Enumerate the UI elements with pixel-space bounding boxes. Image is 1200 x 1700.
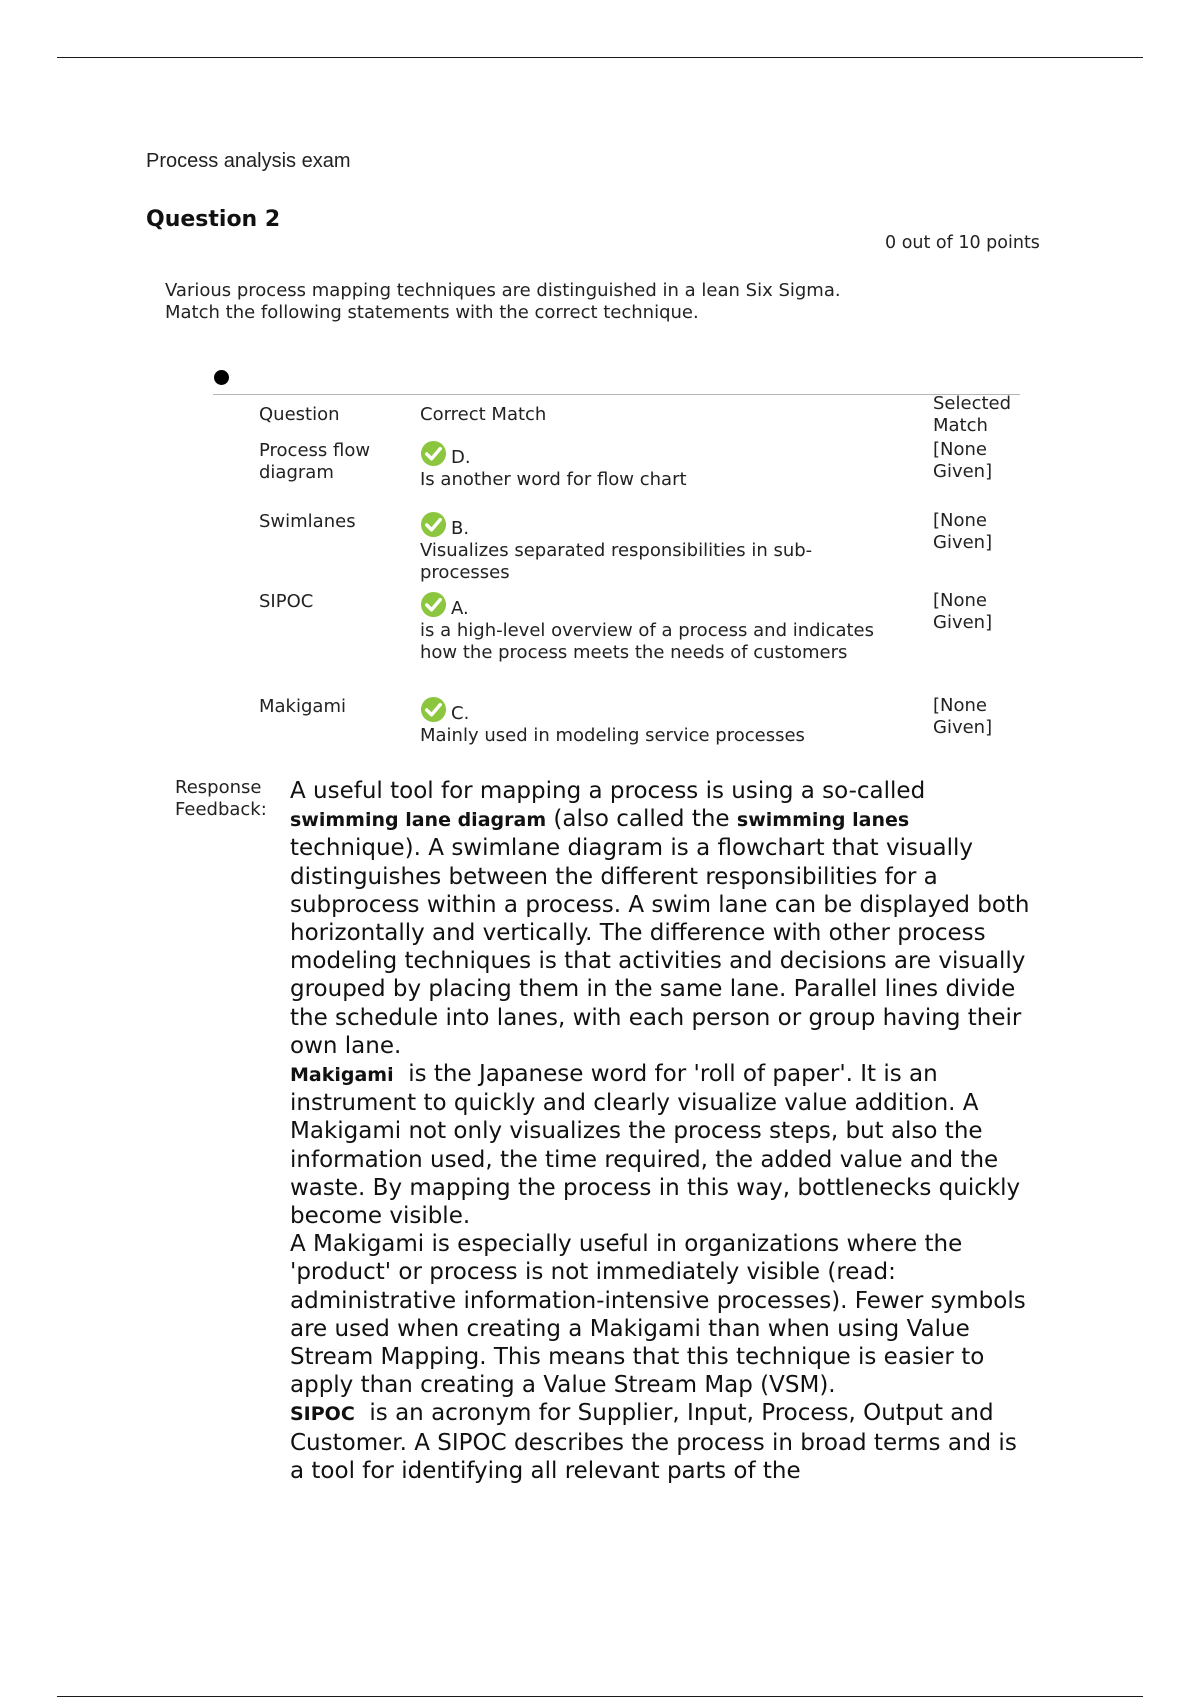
row-question: Swimlanes bbox=[259, 511, 356, 532]
header-question: Question bbox=[259, 404, 340, 425]
feedback-text: technique). A swimlane diagram is a flowchart that visually distinguishes between the different responsibilities for a subprocess within a process. A swim lane can be displayed both horizontally and vertically. The difference with other process modeling techniques is that activities and decisions are visually grouped by placing them in the same lane. Parallel lines divide the schedule into lanes, with each person or group having their own lane. bbox=[290, 835, 1030, 1059]
question-prompt bbox=[165, 280, 965, 324]
prompt-line-2: Match the following statements with the correct technique. bbox=[165, 302, 699, 323]
response-feedback-label: Response Feedback: bbox=[175, 777, 267, 820]
match-letter: A. bbox=[451, 598, 469, 619]
bullet-icon bbox=[214, 370, 229, 385]
document-title: Process analysis exam bbox=[146, 150, 351, 172]
feedback-paragraph-makigami bbox=[290, 1060, 1030, 1230]
row-selected-match: [None Given] bbox=[933, 510, 993, 553]
match-text: Is another word for flow chart bbox=[420, 469, 687, 490]
match-letter-line bbox=[420, 511, 900, 540]
feedback-paragraph-makigami-use: A Makigami is especially useful in organizations where the 'product' or process is not immediately visible (read: administrative information-intensive processes). Fewer symbols are used when creating a Makigami than when using Value Stream Mapping. This means that this technique is easier to apply than creating a Value Stream Map (VSM). bbox=[290, 1231, 1026, 1399]
row-question: Process flow diagram bbox=[259, 440, 371, 483]
row-correct-match bbox=[420, 591, 900, 664]
match-text: Visualizes separated responsibilities in sub-processes bbox=[420, 540, 813, 583]
feedback-term-sipoc: SIPOC bbox=[290, 1403, 355, 1426]
header-selected-match: Selected Match bbox=[933, 393, 1012, 436]
match-text: is a high-level overview of a process and indicates how the process meets the needs of customers bbox=[420, 620, 874, 663]
row-correct-match bbox=[420, 511, 900, 584]
match-letter-line bbox=[420, 440, 900, 469]
question-heading: Question 2 bbox=[146, 207, 281, 232]
match-letter-line bbox=[420, 591, 900, 620]
check-circle-icon bbox=[420, 591, 447, 618]
page-bottom-rule bbox=[57, 1696, 1143, 1697]
feedback-term-makigami: Makigami bbox=[290, 1064, 394, 1087]
match-letter: D. bbox=[451, 447, 471, 468]
feedback-text: is the Japanese word for 'roll of paper'. It is an instrument to quickly and clearly visualize value addition. A Makigami not only visualizes the process steps, but also the information used, the time required, the added value and the waste. By mapping the process in this way, bottlenecks quickly become visible. bbox=[290, 1061, 1028, 1230]
check-circle-icon bbox=[420, 511, 447, 538]
feedback-term-swimming-lanes: swimming lanes bbox=[736, 809, 910, 832]
feedback-text: is an acronym for Supplier, Input, Process, Output and Customer. A SIPOC describes the process in broad terms and is a tool for identifying all relevant parts of the bbox=[290, 1400, 1025, 1484]
feedback-text: (also called the bbox=[546, 806, 737, 833]
feedback-paragraph-swimlanes bbox=[290, 777, 1030, 1060]
prompt-line-1: Various process mapping techniques are distinguished in a lean Six Sigma. bbox=[165, 280, 841, 301]
check-circle-icon bbox=[420, 440, 447, 467]
row-correct-match bbox=[420, 440, 900, 491]
page-top-rule bbox=[57, 57, 1143, 58]
row-selected-match: [None Given] bbox=[933, 590, 993, 633]
match-letter-line bbox=[420, 696, 900, 725]
match-text: Mainly used in modeling service processes bbox=[420, 725, 805, 746]
feedback-paragraph-sipoc bbox=[290, 1399, 1030, 1485]
match-letter: C. bbox=[451, 703, 470, 724]
row-selected-match: [None Given] bbox=[933, 439, 993, 482]
response-feedback-text bbox=[290, 777, 1030, 1485]
table-top-rule bbox=[213, 394, 1020, 395]
row-selected-match: [None Given] bbox=[933, 695, 993, 738]
row-question: Makigami bbox=[259, 696, 346, 717]
header-correct-match: Correct Match bbox=[420, 404, 547, 425]
row-correct-match bbox=[420, 696, 900, 747]
feedback-text: A useful tool for mapping a process is using a so-called bbox=[290, 778, 926, 804]
feedback-term-swimming-lane-diagram: swimming lane diagram bbox=[290, 809, 547, 832]
question-points: 0 out of 10 points bbox=[885, 233, 1040, 253]
check-circle-icon bbox=[420, 696, 447, 723]
match-letter: B. bbox=[451, 518, 470, 539]
row-question: SIPOC bbox=[259, 591, 314, 612]
